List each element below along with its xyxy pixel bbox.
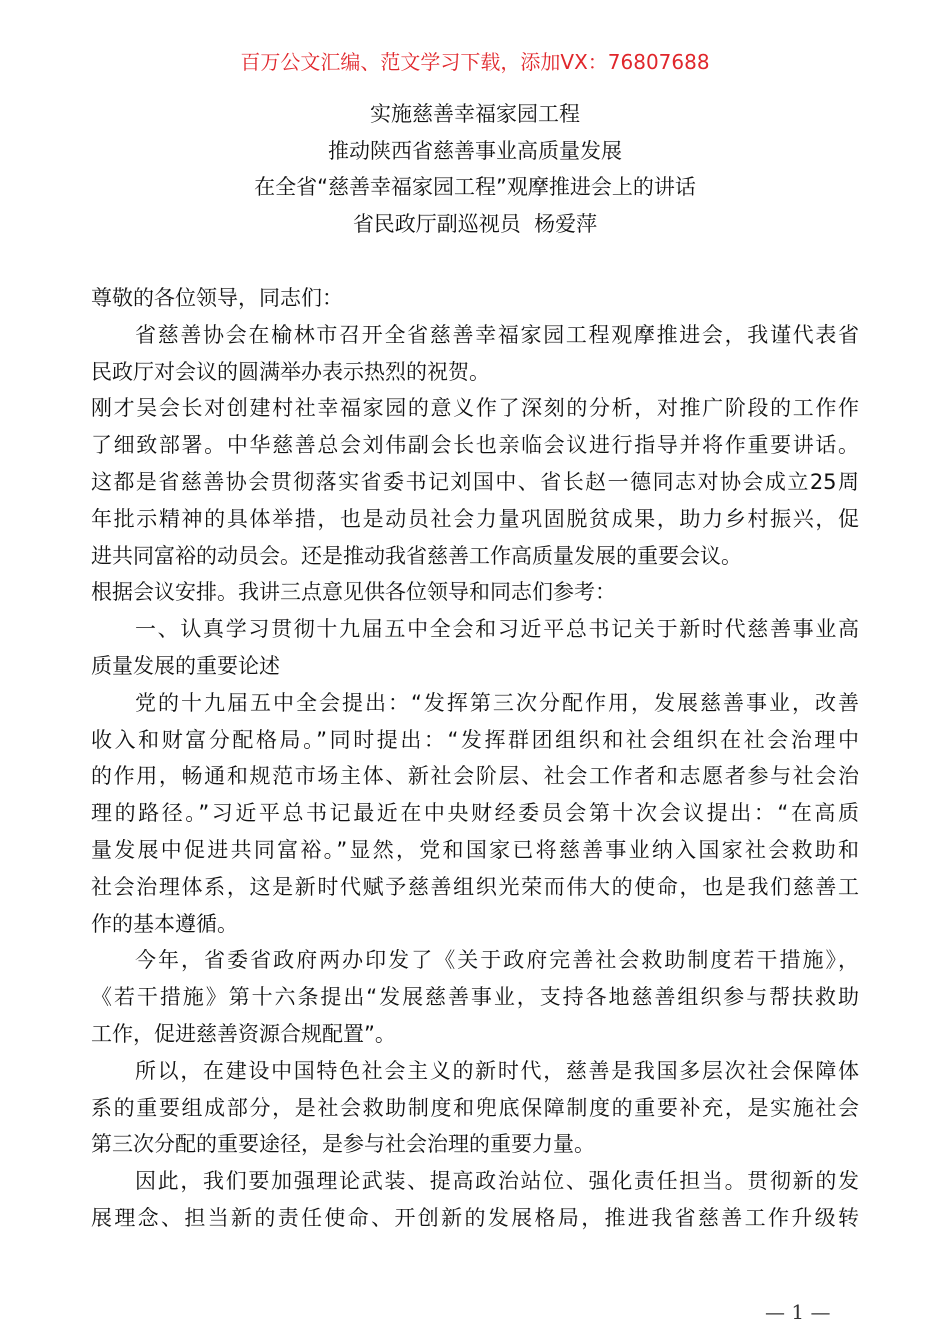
body-line: 因此，我们要加强理论武装、提高政治站位、强化责任担当。贯彻新的发 xyxy=(135,1169,859,1194)
body-line: 《若干措施》第十六条提出“发展慈善事业，支持各地慈善组织参与帮扶救助 xyxy=(91,985,859,1010)
body-line: 收入和财富分配格局。”同时提出：“发挥群团组织和社会组织在社会治理中 xyxy=(91,727,859,752)
salutation: 尊敬的各位领导，同志们： xyxy=(91,286,343,310)
body-line: 刚才吴会长对创建村社幸福家园的意义作了深刻的分析，对推广阶段的工作作 xyxy=(91,396,859,421)
body-line: 理的路径。”习近平总书记最近在中央财经委员会第十次会议提出：“在高质 xyxy=(91,801,859,826)
title-line-3: 在全省“慈善幸福家园工程”观摩推进会上的讲话 xyxy=(254,175,696,199)
body-line: 展理念、担当新的责任使命、开创新的发展格局，推进我省慈善工作升级转 xyxy=(91,1205,859,1230)
document-body xyxy=(91,280,859,1237)
body-line: 根据会议安排。我讲三点意见供各位领导和同志们参考： xyxy=(91,580,616,605)
body-line: 所以，在建设中国特色社会主义的新时代，慈善是我国多层次社会保障体 xyxy=(135,1058,859,1083)
body-line: 民政厅对会议的圆满举办表示热烈的祝贺。 xyxy=(91,359,490,384)
body-line: 工作，促进慈善资源合规配置”。 xyxy=(91,1021,396,1046)
section-heading: 质量发展的重要论述 xyxy=(91,653,280,678)
body-line: 第三次分配的重要途径，是参与社会治理的重要力量。 xyxy=(91,1132,595,1157)
body-line: 社会治理体系，这是新时代赋予慈善组织光荣而伟大的使命，也是我们慈善工 xyxy=(91,874,859,899)
body-line: 进共同富裕的动员会。还是推动我省慈善工作高质量发展的重要会议。 xyxy=(91,543,742,568)
body-line: 今年，省委省政府两办印发了《关于政府完善社会救助制度若干措施》， xyxy=(135,948,859,973)
section-heading: 一、认真学习贯彻十九届五中全会和习近平总书记关于新时代慈善事业高 xyxy=(135,617,859,642)
body-line: 年批示精神的具体举措，也是动员社会力量巩固脱贫成果，助力乡村振兴，促 xyxy=(91,506,859,531)
page-number: — 1 — xyxy=(765,1300,831,1324)
author-line: 省民政厅副巡视员 杨爱萍 xyxy=(352,212,598,236)
body-line: 量发展中促进共同富裕。”显然，党和国家已将慈善事业纳入国家社会救助和 xyxy=(91,837,859,862)
body-line: 了细致部署。中华慈善总会刘伟副会长也亲临会议进行指导并将作重要讲话。 xyxy=(91,433,859,458)
title-line-2: 推动陕西省慈善事业高质量发展 xyxy=(328,139,622,163)
body-line: 的作用，畅通和规范市场主体、新社会阶层、社会工作者和志愿者参与社会治 xyxy=(91,764,859,789)
title-line-1: 实施慈善幸福家园工程 xyxy=(370,102,580,126)
body-line: 系的重要组成部分，是社会救助制度和兜底保障制度的重要补充，是实施社会 xyxy=(91,1095,859,1120)
watermark-banner: 百万公文汇编、范文学习下载，添加VX：76807688 xyxy=(240,50,710,74)
body-line: 这都是省慈善协会贯彻落实省委书记刘国中、省长赵一德同志对协会成立25周 xyxy=(91,469,859,494)
body-line: 作的基本遵循。 xyxy=(91,911,238,936)
body-line: 省慈善协会在榆林市召开全省慈善幸福家园工程观摩推进会，我谨代表省 xyxy=(135,322,859,347)
body-line: 党的十九届五中全会提出：“发挥第三次分配作用，发展慈善事业，改善 xyxy=(135,690,859,715)
